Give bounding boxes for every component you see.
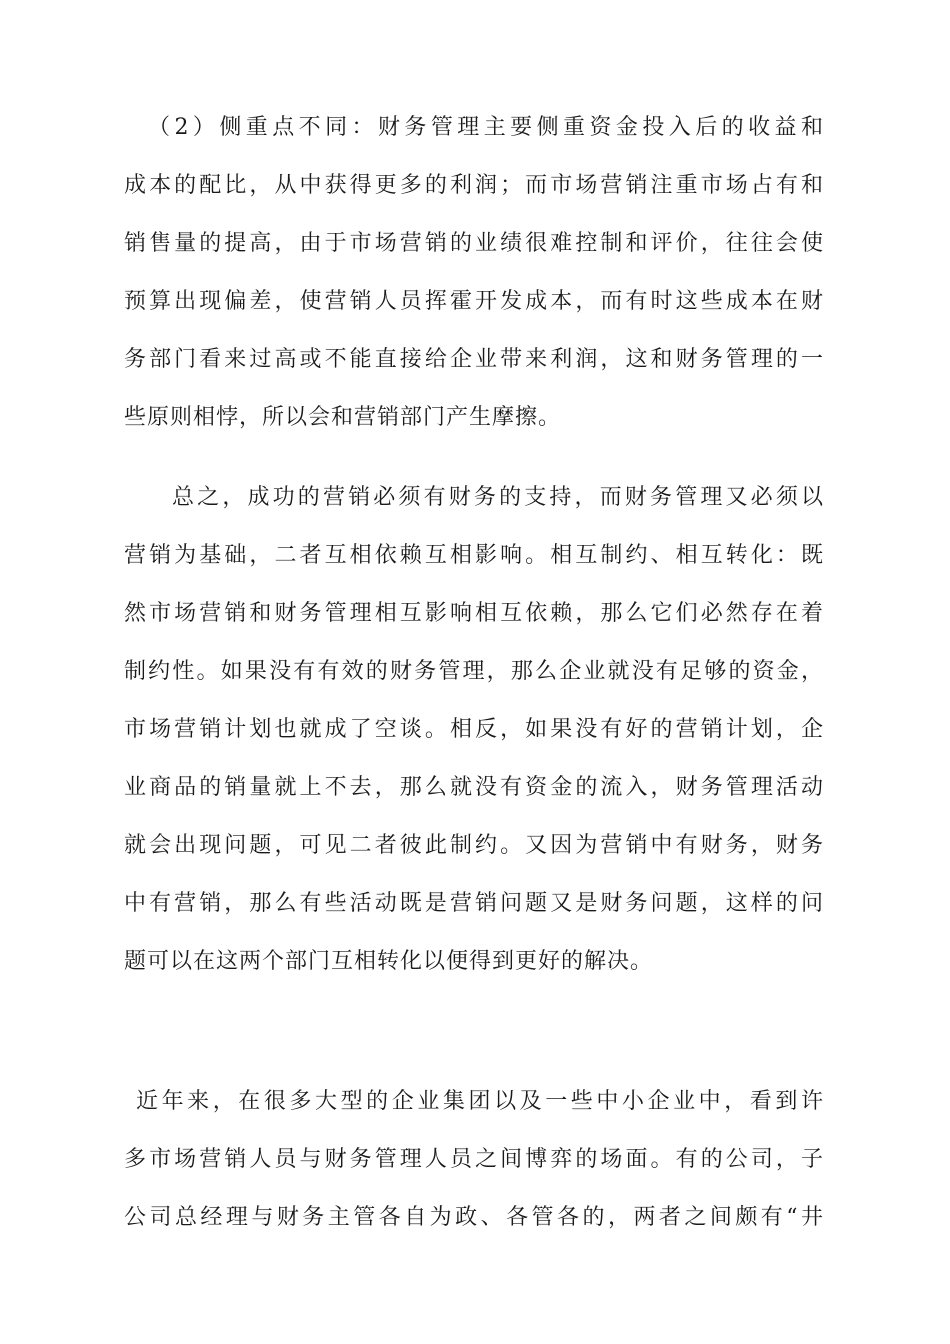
paragraph-2-line-1: 总之，成功的营销必须有财务的支持，而财务管理又必须以 (172, 485, 824, 510)
paragraph-2-line-2: 营销为基础，二者互相依赖互相影响。相互制约、相互转化：既 (124, 543, 824, 568)
paragraph-1-line-4: 预算出现偏差，使营销人员挥霍开发成本，而有时这些成本在财 (124, 289, 824, 314)
paragraph-1-line-5: 务部门看来过高或不能直接给企业带来利润，这和财务管理的一 (124, 347, 824, 372)
paragraph-1-line-1: （2）侧重点不同：财务管理主要侧重资金投入后的收益和 (148, 115, 824, 140)
paragraph-1-line-3: 销售量的提高，由于市场营销的业绩很难控制和评价，往往会使 (124, 231, 824, 256)
paragraph-2-line-9: 题可以在这两个部门互相转化以便得到更好的解决。 (124, 949, 654, 974)
paragraph-3-line-2: 多市场营销人员与财务管理人员之间博弈的场面。有的公司，子 (124, 1147, 824, 1172)
paragraph-2-line-4: 制约性。如果没有有效的财务管理，那么企业就没有足够的资金， (124, 659, 824, 684)
paragraph-2-line-5: 市场营销计划也就成了空谈。相反，如果没有好的营销计划，企 (124, 717, 824, 742)
paragraph-3-line-3: 公司总经理与财务主管各自为政、各管各的，两者之间颇有“井 (124, 1205, 824, 1230)
paragraph-1-line-6: 些原则相悖，所以会和营销部门产生摩擦。 (124, 405, 562, 430)
paragraph-3-line-1: 近年来，在很多大型的企业集团以及一些中小企业中，看到许 (136, 1089, 824, 1114)
paragraph-2-line-7: 就会出现问题，可见二者彼此制约。又因为营销中有财务，财务 (124, 833, 824, 858)
paragraph-2-line-6: 业商品的销量就上不去，那么就没有资金的流入，财务管理活动 (124, 775, 824, 800)
paragraph-2-line-8: 中有营销，那么有些活动既是营销问题又是财务问题，这样的问 (124, 891, 824, 916)
paragraph-1-line-2: 成本的配比，从中获得更多的利润；而市场营销注重市场占有和 (124, 173, 824, 198)
paragraph-2-line-3: 然市场营销和财务管理相互影响相互依赖，那么它们必然存在着 (124, 601, 824, 626)
